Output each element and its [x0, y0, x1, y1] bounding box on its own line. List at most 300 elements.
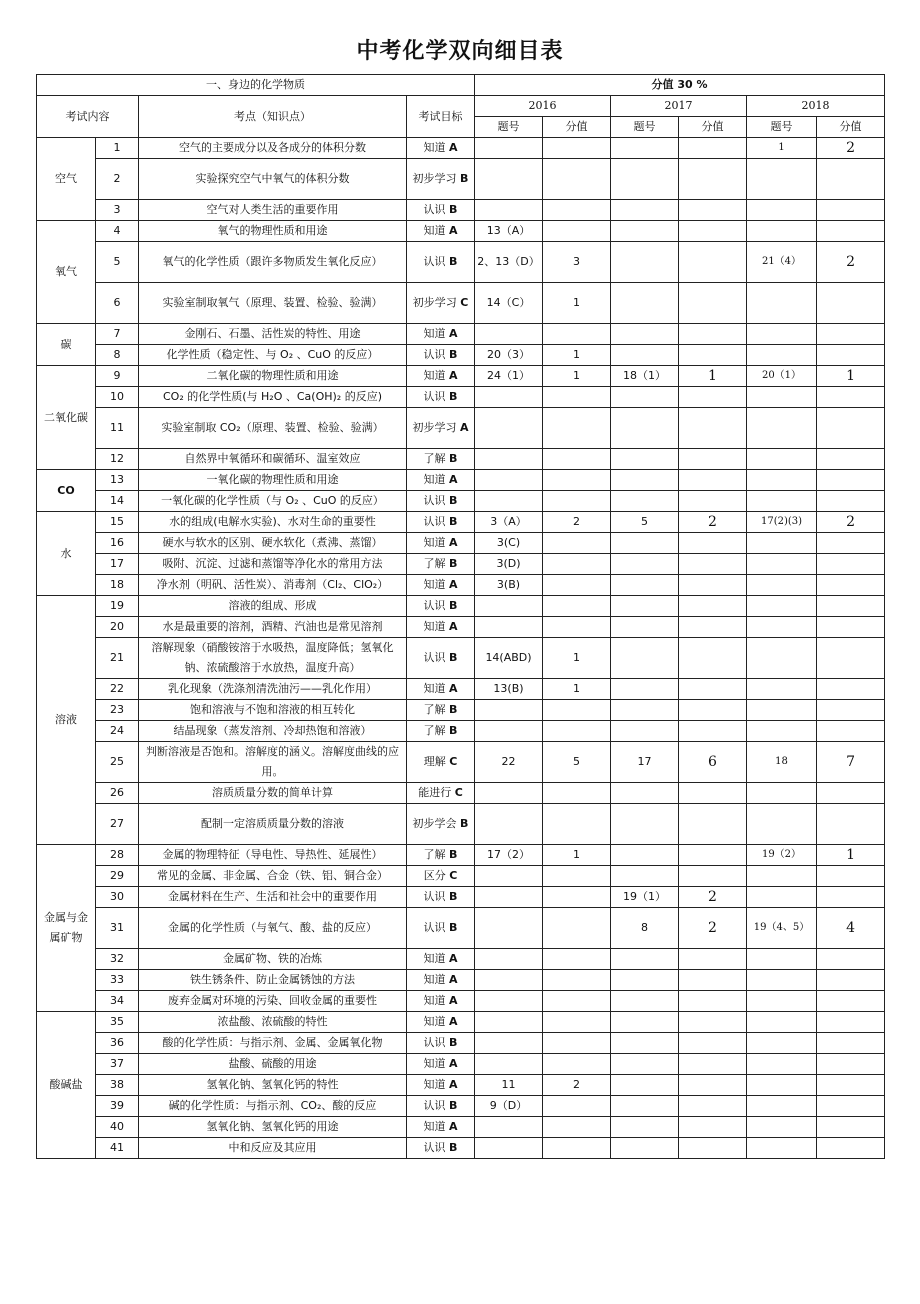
- question-2018: [747, 449, 817, 470]
- goal-verb: 区分: [423, 869, 450, 882]
- question-2016: [475, 159, 543, 200]
- goal-level: A: [459, 421, 469, 434]
- score-2018: [817, 617, 885, 638]
- score-2018: [817, 345, 885, 366]
- table-row: [37, 554, 885, 575]
- knowledge-point: 金属的化学性质（与氧气、酸、盐的反应）: [139, 908, 407, 949]
- table-row: [37, 242, 885, 283]
- row-number: 28: [96, 845, 139, 866]
- question-2018: [747, 804, 817, 845]
- goal-verb: 知道: [423, 578, 449, 591]
- knowledge-point: 废弃金属对环境的污染、回收金属的重要性: [139, 991, 407, 1012]
- score-2017: [679, 470, 747, 491]
- knowledge-point: 常见的金属、非金属、合金（铁、铝、铜合金）: [139, 866, 407, 887]
- knowledge-point: 实验室制取 CO₂（原理、装置、检验、验满）: [139, 408, 407, 449]
- score-2018: [817, 533, 885, 554]
- score-2018: 1: [817, 366, 885, 387]
- exam-goal: [407, 1033, 475, 1054]
- score-2016: 3: [543, 242, 611, 283]
- knowledge-point: 饱和溶液与不饱和溶液的相互转化: [139, 700, 407, 721]
- row-number: 7: [96, 324, 139, 345]
- row-number: 17: [96, 554, 139, 575]
- goal-level: A: [448, 1120, 458, 1133]
- goal-level: A: [448, 473, 458, 486]
- row-number: 18: [96, 575, 139, 596]
- question-2016: [475, 1138, 543, 1159]
- question-2018: [747, 345, 817, 366]
- question-2016: [475, 138, 543, 159]
- table-row: [37, 742, 885, 783]
- knowledge-point: 实验探究空气中氧气的体积分数: [139, 159, 407, 200]
- row-number: 41: [96, 1138, 139, 1159]
- row-number: 5: [96, 242, 139, 283]
- goal-level: A: [448, 994, 458, 1007]
- question-2018: [747, 1075, 817, 1096]
- goal-verb: 认识: [423, 348, 450, 361]
- row-number: 25: [96, 742, 139, 783]
- question-2016: 20（3）: [475, 345, 543, 366]
- goal-level: B: [449, 1141, 458, 1154]
- row-number: 13: [96, 470, 139, 491]
- goal-verb: 知道: [423, 1057, 449, 1070]
- knowledge-point: 溶液的组成、形成: [139, 596, 407, 617]
- knowledge-point: 空气的主要成分以及各成分的体积分数: [139, 138, 407, 159]
- score-2018: [817, 1138, 885, 1159]
- score-2016: [543, 1138, 611, 1159]
- question-2017: [611, 283, 679, 324]
- question-2017: 8: [611, 908, 679, 949]
- question-2016: 24（1）: [475, 366, 543, 387]
- score-2016: 1: [543, 638, 611, 679]
- question-2018: [747, 638, 817, 679]
- score-2016: [543, 721, 611, 742]
- sub-score: 分值: [543, 117, 611, 138]
- row-number: 11: [96, 408, 139, 449]
- table-row: [37, 596, 885, 617]
- knowledge-point: 氧气的化学性质（跟许多物质发生氧化反应）: [139, 242, 407, 283]
- col-exam-content: 考试内容: [37, 96, 139, 138]
- question-2018: [747, 866, 817, 887]
- knowledge-point: 实验室制取氧气（原理、装置、检验、验满）: [139, 283, 407, 324]
- question-2017: [611, 533, 679, 554]
- knowledge-point: 碱的化学性质：与指示剂、CO₂、酸的反应: [139, 1096, 407, 1117]
- knowledge-point: 溶解现象（硝酸铵溶于水吸热，温度降低；氢氧化钠、浓硫酸溶于水放热，温度升高）: [139, 638, 407, 679]
- score-2018: [817, 408, 885, 449]
- goal-verb: 认识: [423, 890, 450, 903]
- score-2017: [679, 242, 747, 283]
- specification-table: [36, 74, 885, 1159]
- question-2016: 9（D）: [475, 1096, 543, 1117]
- question-2017: [611, 575, 679, 596]
- score-2018: 7: [817, 742, 885, 783]
- score-2018: [817, 949, 885, 970]
- row-number: 12: [96, 449, 139, 470]
- score-2018: [817, 221, 885, 242]
- row-number: 16: [96, 533, 139, 554]
- question-2018: [747, 554, 817, 575]
- exam-goal: [407, 970, 475, 991]
- table-row: [37, 387, 885, 408]
- goal-level: B: [449, 203, 458, 216]
- score-2017: [679, 970, 747, 991]
- question-2018: [747, 617, 817, 638]
- question-2016: [475, 449, 543, 470]
- question-2017: [611, 1033, 679, 1054]
- question-2018: [747, 200, 817, 221]
- row-number: 3: [96, 200, 139, 221]
- row-number: 36: [96, 1033, 139, 1054]
- goal-level: A: [448, 682, 458, 695]
- score-2017: 6: [679, 742, 747, 783]
- goal-verb: 认识: [423, 651, 450, 664]
- row-number: 39: [96, 1096, 139, 1117]
- goal-verb: 了解: [423, 703, 450, 716]
- goal-level: B: [449, 921, 458, 934]
- knowledge-point: 净水剂（明矾、活性炭）、消毒剂（Cl₂、ClO₂）: [139, 575, 407, 596]
- question-2018: 18: [747, 742, 817, 783]
- knowledge-point: 金刚石、石墨、活性炭的特性、用途: [139, 324, 407, 345]
- knowledge-point: 浓盐酸、浓硫酸的特性: [139, 1012, 407, 1033]
- score-2016: [543, 970, 611, 991]
- score-2016: 5: [543, 742, 611, 783]
- question-2016: [475, 387, 543, 408]
- table-row: [37, 283, 885, 324]
- score-2016: [543, 804, 611, 845]
- score-2016: [543, 1012, 611, 1033]
- knowledge-point: 自然界中氧循环和碳循环、温室效应: [139, 449, 407, 470]
- question-2016: [475, 491, 543, 512]
- score-2016: 1: [543, 845, 611, 866]
- exam-goal: [407, 887, 475, 908]
- table-row: [37, 804, 885, 845]
- question-2018: 20（1）: [747, 366, 817, 387]
- knowledge-point: 氧气的物理性质和用途: [139, 221, 407, 242]
- table-row: [37, 408, 885, 449]
- goal-level: B: [449, 890, 458, 903]
- knowledge-point: 吸附、沉淀、过滤和蒸馏等净化水的常用方法: [139, 554, 407, 575]
- score-2016: [543, 700, 611, 721]
- question-2016: 3(D): [475, 554, 543, 575]
- goal-verb: 知道: [423, 1120, 449, 1133]
- exam-goal: [407, 345, 475, 366]
- goal-verb: 初步学习: [412, 172, 461, 185]
- knowledge-point: 判断溶液是否饱和。溶解度的涵义。溶解度曲线的应用。: [139, 742, 407, 783]
- goal-level: B: [449, 703, 458, 716]
- goal-verb: 认识: [423, 599, 450, 612]
- col-exam-goal: 考试目标: [407, 96, 475, 138]
- row-number: 33: [96, 970, 139, 991]
- exam-goal: [407, 679, 475, 700]
- score-2017: [679, 1138, 747, 1159]
- goal-verb: 知道: [423, 952, 449, 965]
- goal-verb: 认识: [423, 515, 450, 528]
- goal-verb: 知道: [423, 994, 449, 1007]
- goal-verb: 初步学习: [412, 421, 460, 434]
- exam-goal: [407, 242, 475, 283]
- score-2016: [543, 1033, 611, 1054]
- row-number: 29: [96, 866, 139, 887]
- row-number: 30: [96, 887, 139, 908]
- row-number: 4: [96, 221, 139, 242]
- exam-goal: [407, 866, 475, 887]
- goal-verb: 知道: [423, 973, 449, 986]
- table-row: [37, 324, 885, 345]
- score-2016: [543, 138, 611, 159]
- question-2017: [611, 949, 679, 970]
- question-2017: [611, 470, 679, 491]
- question-2017: [611, 159, 679, 200]
- goal-verb: 初步学会: [412, 817, 461, 830]
- table-row: [37, 449, 885, 470]
- question-2018: [747, 887, 817, 908]
- score-2018: 2: [817, 138, 885, 159]
- score-2016: [543, 200, 611, 221]
- goal-verb: 认识: [423, 1141, 450, 1154]
- goal-level: A: [448, 1078, 458, 1091]
- question-2018: [747, 783, 817, 804]
- question-2016: [475, 408, 543, 449]
- exam-goal: [407, 700, 475, 721]
- sub-score: 分值: [817, 117, 885, 138]
- year-2018: 2018: [747, 96, 885, 117]
- question-2016: 14(ABD): [475, 638, 543, 679]
- score-2018: [817, 1117, 885, 1138]
- question-2016: 13（A）: [475, 221, 543, 242]
- question-2017: [611, 700, 679, 721]
- score-2016: 1: [543, 679, 611, 700]
- exam-goal: [407, 596, 475, 617]
- question-2016: 11: [475, 1075, 543, 1096]
- question-2018: [747, 721, 817, 742]
- question-2018: [747, 1138, 817, 1159]
- exam-goal: [407, 949, 475, 970]
- goal-level: B: [449, 494, 458, 507]
- score-2017: [679, 721, 747, 742]
- exam-goal: [407, 804, 475, 845]
- score-2016: [543, 1054, 611, 1075]
- sub-score: 分值: [679, 117, 747, 138]
- row-number: 32: [96, 949, 139, 970]
- question-2018: 17(2)(3): [747, 512, 817, 533]
- score-2017: [679, 159, 747, 200]
- score-2017: [679, 866, 747, 887]
- score-2017: [679, 1096, 747, 1117]
- row-number: 6: [96, 283, 139, 324]
- score-2018: 1: [817, 845, 885, 866]
- table-row: [37, 721, 885, 742]
- question-2017: [611, 449, 679, 470]
- question-2018: [747, 533, 817, 554]
- knowledge-point: 中和反应及其应用: [139, 1138, 407, 1159]
- table-row: [37, 366, 885, 387]
- knowledge-point: 一氧化碳的物理性质和用途: [139, 470, 407, 491]
- question-2018: 19（2）: [747, 845, 817, 866]
- question-2017: [611, 783, 679, 804]
- knowledge-point: 水是最重要的溶剂，酒精、汽油也是常见溶剂: [139, 617, 407, 638]
- score-2016: [543, 408, 611, 449]
- score-2017: [679, 533, 747, 554]
- goal-level: A: [448, 224, 458, 237]
- question-2017: [611, 845, 679, 866]
- goal-verb: 知道: [423, 473, 449, 486]
- goal-level: B: [449, 515, 458, 528]
- row-number: 10: [96, 387, 139, 408]
- question-2016: [475, 887, 543, 908]
- row-number: 34: [96, 991, 139, 1012]
- score-2016: [543, 159, 611, 200]
- score-2017: [679, 991, 747, 1012]
- question-2018: 1: [747, 138, 817, 159]
- question-2018: [747, 970, 817, 991]
- goal-verb: 认识: [423, 494, 450, 507]
- category-cell: 氧气: [37, 221, 96, 324]
- goal-verb: 初步学习: [412, 296, 461, 309]
- goal-level: B: [449, 651, 458, 664]
- score-2017: [679, 783, 747, 804]
- row-number: 20: [96, 617, 139, 638]
- score-2017: [679, 1117, 747, 1138]
- exam-goal: [407, 470, 475, 491]
- table-row: [37, 908, 885, 949]
- score-2016: [543, 991, 611, 1012]
- goal-verb: 知道: [423, 369, 449, 382]
- score-2017: [679, 617, 747, 638]
- question-2018: [747, 470, 817, 491]
- question-2017: [611, 491, 679, 512]
- score-2018: [817, 491, 885, 512]
- question-2016: 14（C）: [475, 283, 543, 324]
- question-2017: [611, 721, 679, 742]
- goal-verb: 知道: [423, 327, 449, 340]
- question-2018: [747, 387, 817, 408]
- score-2017: [679, 949, 747, 970]
- question-2017: [611, 1075, 679, 1096]
- knowledge-point: 溶质质量分数的简单计算: [139, 783, 407, 804]
- category-cell: 溶液: [37, 596, 96, 845]
- goal-verb: 认识: [423, 921, 450, 934]
- score-2017: [679, 804, 747, 845]
- goal-verb: 认识: [423, 203, 450, 216]
- score-2016: [543, 866, 611, 887]
- score-2016: [543, 221, 611, 242]
- question-2018: [747, 575, 817, 596]
- score-2016: [543, 533, 611, 554]
- row-number: 22: [96, 679, 139, 700]
- table-row: [37, 1033, 885, 1054]
- question-2017: 17: [611, 742, 679, 783]
- goal-verb: 认识: [423, 1099, 450, 1112]
- score-2016: [543, 617, 611, 638]
- table-row: [37, 221, 885, 242]
- score-2018: [817, 200, 885, 221]
- score-2018: [817, 575, 885, 596]
- goal-level: B: [449, 1036, 458, 1049]
- score-2016: [543, 596, 611, 617]
- score-2016: 1: [543, 366, 611, 387]
- score-2018: 2: [817, 242, 885, 283]
- category-cell: 金属与金属矿物: [37, 845, 96, 1012]
- score-2018: [817, 679, 885, 700]
- section-title: 一、身边的化学物质: [37, 75, 475, 96]
- exam-goal: [407, 575, 475, 596]
- score-2016: [543, 783, 611, 804]
- exam-goal: [407, 638, 475, 679]
- score-2016: [543, 575, 611, 596]
- question-2017: [611, 866, 679, 887]
- table-row: [37, 138, 885, 159]
- year-2016: 2016: [475, 96, 611, 117]
- category-cell: 二氧化碳: [37, 366, 96, 470]
- goal-level: A: [448, 973, 458, 986]
- table-row: [37, 866, 885, 887]
- row-number: 23: [96, 700, 139, 721]
- question-2018: [747, 324, 817, 345]
- goal-verb: 知道: [423, 224, 449, 237]
- goal-level: A: [448, 327, 458, 340]
- score-2016: [543, 470, 611, 491]
- goal-level: C: [454, 786, 463, 799]
- goal-level: B: [449, 1099, 458, 1112]
- goal-verb: 知道: [423, 141, 449, 154]
- knowledge-point: 铁生锈条件、防止金属锈蚀的方法: [139, 970, 407, 991]
- question-2016: 22: [475, 742, 543, 783]
- exam-goal: [407, 1117, 475, 1138]
- score-2018: [817, 159, 885, 200]
- score-2018: 4: [817, 908, 885, 949]
- knowledge-point: 金属的物理特征（导电性、导热性、延展性）: [139, 845, 407, 866]
- question-2017: [611, 596, 679, 617]
- score-2016: 2: [543, 1075, 611, 1096]
- knowledge-point: 金属材料在生产、生活和社会中的重要作用: [139, 887, 407, 908]
- exam-goal: [407, 533, 475, 554]
- goal-verb: 了解: [423, 848, 450, 861]
- goal-verb: 了解: [423, 724, 450, 737]
- category-cell: 碳: [37, 324, 96, 366]
- score-2016: [543, 387, 611, 408]
- table-row: [37, 638, 885, 679]
- table-row: [37, 159, 885, 200]
- exam-goal: [407, 991, 475, 1012]
- table-row: [37, 491, 885, 512]
- score-2016: [543, 554, 611, 575]
- question-2016: [475, 596, 543, 617]
- question-2017: [611, 1012, 679, 1033]
- goal-verb: 了解: [423, 452, 450, 465]
- goal-verb: 知道: [423, 682, 449, 695]
- score-2017: [679, 200, 747, 221]
- knowledge-point: 结晶现象（蒸发溶剂、冷却热饱和溶液）: [139, 721, 407, 742]
- question-2016: [475, 721, 543, 742]
- table-body: [37, 138, 885, 1159]
- score-2018: [817, 887, 885, 908]
- question-2016: 3(B): [475, 575, 543, 596]
- question-2018: [747, 596, 817, 617]
- question-2016: [475, 700, 543, 721]
- score-2016: [543, 491, 611, 512]
- score-2016: [543, 324, 611, 345]
- knowledge-point: 化学性质（稳定性、与 O₂ 、CuO 的反应）: [139, 345, 407, 366]
- question-2016: [475, 783, 543, 804]
- category-cell: 空气: [37, 138, 96, 221]
- table-row: [37, 949, 885, 970]
- goal-level: A: [448, 369, 458, 382]
- score-2017: [679, 1012, 747, 1033]
- score-2017: [679, 700, 747, 721]
- goal-level: A: [448, 1057, 458, 1070]
- score-2016: [543, 1117, 611, 1138]
- question-2016: 2、13（D）: [475, 242, 543, 283]
- row-number: 1: [96, 138, 139, 159]
